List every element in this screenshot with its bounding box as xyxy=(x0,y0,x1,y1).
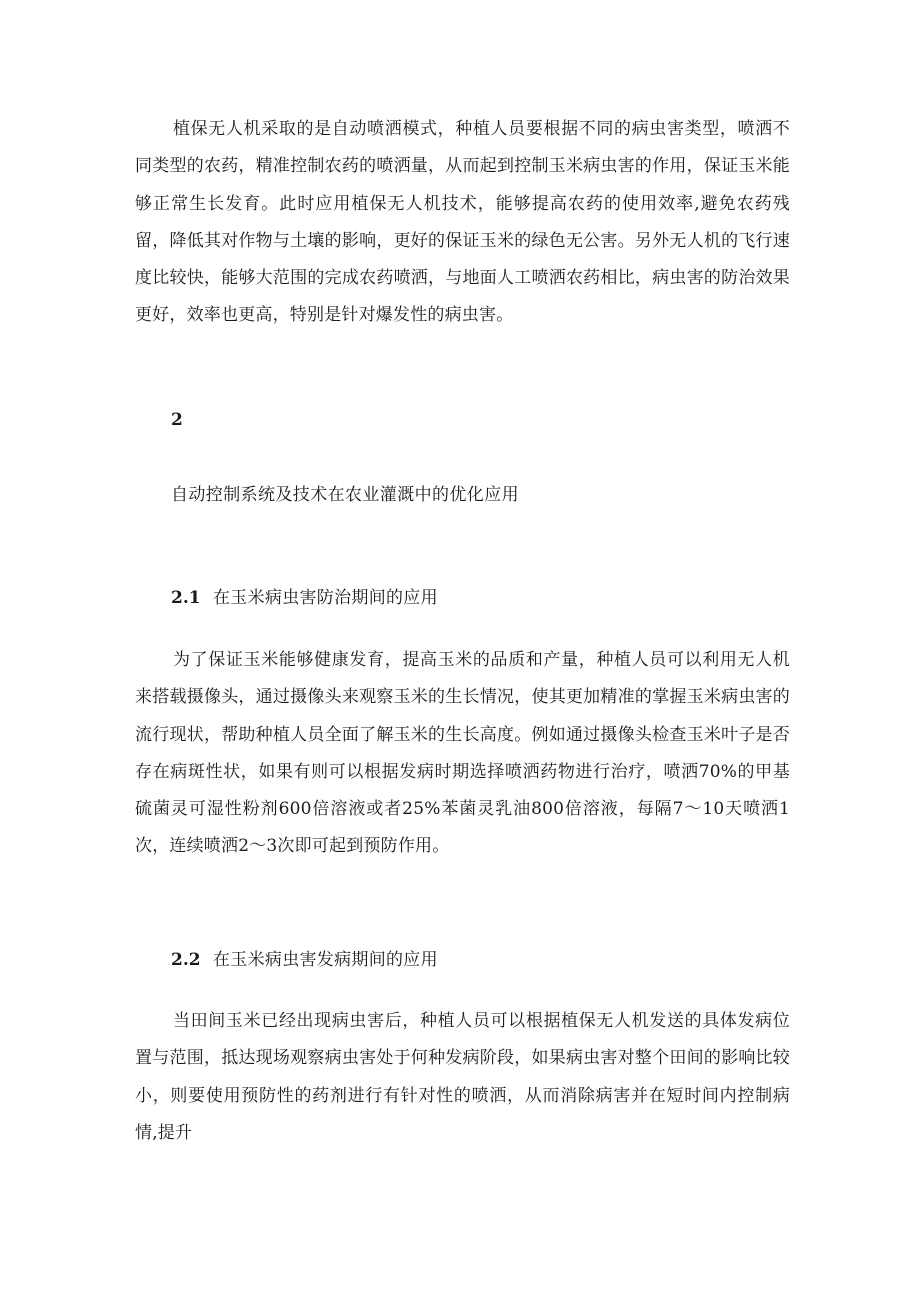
subsection-heading xyxy=(171,945,438,970)
subsection-number: 2.2 xyxy=(171,950,201,970)
body-paragraph: 植保无人机采取的是自动喷洒模式，种植人员要根据不同的病虫害类型，喷洒不同类型的农药，精准控制农药的喷洒量，从而起到控制玉米病虫害的作用，保证玉米能够正常生长发育。此时应用植保无人机技术，能够提高农药的使用效率,避免农药残留，降低其对作物与土壤的影响，更好的保证玉米的绿色无公害。另外无人机的飞行速度比较快，能够大范围的完成农药喷洒，与地面人工喷洒农药相比，病虫害的防治效果更好，效率也更高，特别是针对爆发性的病虫害。 xyxy=(135,119,790,326)
subsection-number: 2.1 xyxy=(171,588,201,608)
subsection-title: 在玉米病虫害发病期间的应用 xyxy=(213,950,438,970)
subsection-heading xyxy=(171,583,438,608)
section-title: 自动控制系统及技术在农业灌溉中的优化应用 xyxy=(171,485,519,505)
subsection-title: 在玉米病虫害防治期间的应用 xyxy=(213,588,438,608)
body-paragraph: 当田间玉米已经出现病虫害后，种植人员可以根据植保无人机发送的具体发病位置与范围，抵达现场观察病虫害处于何种发病阶段，如果病虫害对整个田间的影响比较小，则要使用预防性的药剂进行有针对性的喷洒，从而消除病害并在短时间内控制病情,提升 xyxy=(135,1011,790,1143)
section-number: 2 xyxy=(171,410,183,430)
body-paragraph: 为了保证玉米能够健康发育，提高玉米的品质和产量，种植人员可以利用无人机来搭载摄像头，通过摄像头来观察玉米的生长情况，使其更加精准的掌握玉米病虫害的流行现状，帮助种植人员全面了解玉米的生长高度。例如通过摄像头检查玉米叶子是否存在病斑性状，如果有则可以根据发病时期选择喷洒药物进行治疗，喷洒70%的甲基硫菌灵可湿性粉剂600倍溶液或者25%苯菌灵乳油800倍溶液，每隔7～10天喷洒1次，连续喷洒2～3次即可起到预防作用。 xyxy=(135,650,790,857)
